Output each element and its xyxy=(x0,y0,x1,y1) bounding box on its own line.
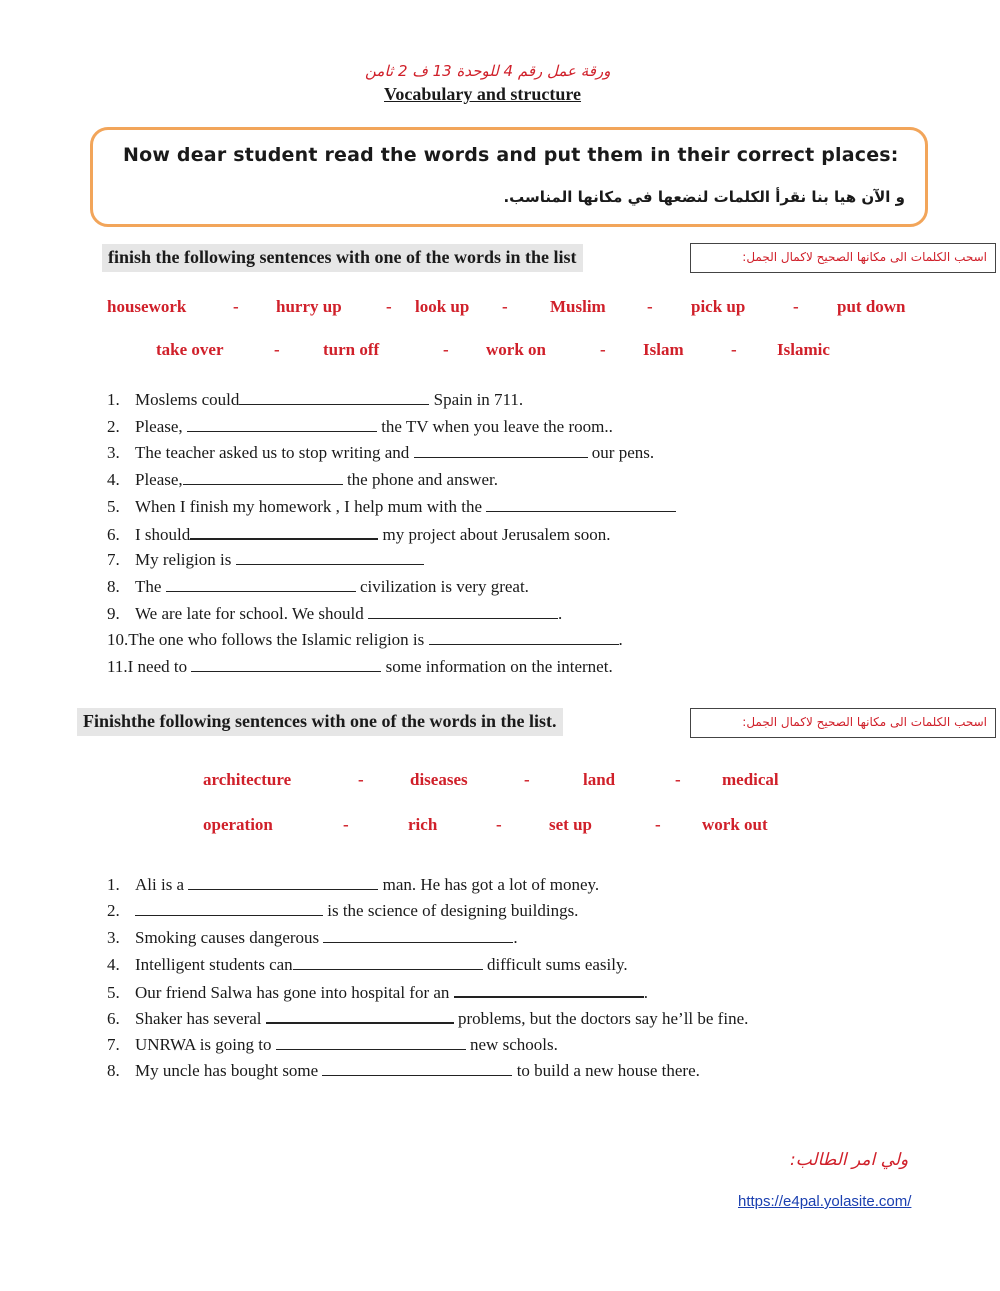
word-bank-item[interactable]: housework xyxy=(107,297,187,316)
word-separator: - xyxy=(233,297,239,316)
sentence-item: 2. Please, the TV when you leave the room.. xyxy=(107,417,613,436)
guardian-signature-label: ولي امر الطالب: xyxy=(790,1150,909,1170)
word-bank-item[interactable]: look up xyxy=(415,297,470,316)
answer-blank[interactable] xyxy=(187,417,377,432)
word-separator: - xyxy=(274,340,280,359)
answer-blank[interactable] xyxy=(188,875,378,890)
sentence-number: 11. xyxy=(107,657,128,676)
sentence-item: 6. Shaker has several problems, but the doctors say he’ll be fine. xyxy=(107,1009,749,1028)
sentence-item: 5. Our friend Salwa has gone into hospital for an . xyxy=(107,983,648,1002)
word-separator: - xyxy=(655,815,661,834)
word-bank-item[interactable]: operation xyxy=(203,815,273,834)
sentence-item: 6. I should my project about Jerusalem soon. xyxy=(107,525,611,544)
word-bank-item[interactable]: architecture xyxy=(203,770,292,789)
sentence-number: 4. xyxy=(107,470,120,489)
sentence-item: 1. Ali is a man. He has got a lot of money. xyxy=(107,875,600,894)
sentence-number: 1. xyxy=(107,875,120,894)
word-bank-item[interactable]: land xyxy=(583,770,616,789)
answer-blank[interactable] xyxy=(322,1061,512,1076)
word-separator: - xyxy=(386,297,392,316)
word-separator: - xyxy=(343,815,349,834)
arabic-worksheet-title: ورقة عمل رقم 4 للوحدة 13 ف 2 ثامن xyxy=(365,62,611,80)
word-separator: - xyxy=(731,340,737,359)
sentence-item: 11.I need to some information on the internet. xyxy=(107,657,613,676)
word-bank-item[interactable]: take over xyxy=(156,340,224,359)
sentence-number: 7. xyxy=(107,550,120,569)
word-bank-item[interactable]: Muslim xyxy=(550,297,606,316)
answer-blank[interactable] xyxy=(454,982,644,998)
sentence-number: 10. xyxy=(107,630,129,649)
word-bank-item[interactable]: rich xyxy=(408,815,438,834)
answer-blank[interactable] xyxy=(166,577,356,592)
page-title: Vocabulary and structure xyxy=(384,84,582,104)
word-bank-item[interactable]: turn off xyxy=(323,340,380,359)
sentence-number: 8. xyxy=(107,577,120,596)
word-bank-item[interactable]: Islamic xyxy=(777,340,830,359)
word-bank-item[interactable]: medical xyxy=(722,770,779,789)
sentence-number: 2. xyxy=(107,901,120,920)
word-bank-item[interactable]: set up xyxy=(549,815,592,834)
sentence-item: 4. Intelligent students can difficult sums easily. xyxy=(107,955,628,974)
sentence-number: 2. xyxy=(107,417,120,436)
sentence-number: 5. xyxy=(107,497,120,516)
answer-blank[interactable] xyxy=(191,657,381,672)
sentence-item: 9. We are late for school. We should . xyxy=(107,604,563,623)
sentence-number: 9. xyxy=(107,604,120,623)
word-bank-item[interactable]: Islam xyxy=(643,340,684,359)
sentence-number: 6. xyxy=(107,525,120,544)
sentence-number: 6. xyxy=(107,1009,120,1028)
section2-arabic-instruction: اسحب الكلمات الى مكانها الصحيح لاكمال الجمل: xyxy=(690,708,996,738)
sentence-item: 7. UNRWA is going to new schools. xyxy=(107,1035,558,1054)
sentence-number: 5. xyxy=(107,983,120,1002)
word-separator: - xyxy=(524,770,530,789)
sentence-item: 3. Smoking causes dangerous . xyxy=(107,928,518,947)
word-bank-item[interactable]: work out xyxy=(702,815,768,834)
word-bank-item[interactable]: hurry up xyxy=(276,297,342,316)
word-separator: - xyxy=(496,815,502,834)
answer-blank[interactable] xyxy=(183,470,343,485)
word-separator: - xyxy=(443,340,449,359)
sentence-item: 8. My uncle has bought some to build a new house there. xyxy=(107,1061,700,1080)
sentence-item: 8. The civilization is very great. xyxy=(107,577,529,596)
answer-blank[interactable] xyxy=(236,550,424,565)
word-separator: - xyxy=(600,340,606,359)
sentence-number: 4. xyxy=(107,955,120,974)
website-link[interactable]: https://e4pal.yolasite.com/ xyxy=(738,1193,912,1210)
answer-blank[interactable] xyxy=(276,1035,466,1050)
word-bank-item[interactable]: put down xyxy=(837,297,906,316)
word-bank-item[interactable]: pick up xyxy=(691,297,746,316)
word-separator: - xyxy=(358,770,364,789)
sentence-item: 10.The one who follows the Islamic religion is . xyxy=(107,630,623,649)
sentence-number: 1. xyxy=(107,390,120,409)
sentence-item: 2. is the science of designing buildings. xyxy=(107,901,579,920)
sentence-number: 3. xyxy=(107,928,120,947)
sentence-number: 7. xyxy=(107,1035,120,1054)
word-separator: - xyxy=(647,297,653,316)
sentence-item: 4. Please, the phone and answer. xyxy=(107,470,499,489)
instruction-box xyxy=(90,127,928,227)
answer-blank[interactable] xyxy=(190,524,378,540)
word-bank-item[interactable]: work on xyxy=(486,340,546,359)
sentence-number: 8. xyxy=(107,1061,120,1080)
sentence-item: 7. My religion is xyxy=(107,550,424,570)
section1-arabic-instruction: اسحب الكلمات الى مكانها الصحيح لاكمال الجمل: xyxy=(690,243,996,273)
answer-blank[interactable] xyxy=(323,928,513,943)
answer-blank[interactable] xyxy=(293,955,483,970)
word-separator: - xyxy=(793,297,799,316)
section1-heading: finish the following sentences with one of the words in the list xyxy=(102,244,583,272)
answer-blank[interactable] xyxy=(414,443,588,458)
answer-blank[interactable] xyxy=(135,901,323,916)
sentence-item: 1. Moslems could Spain in 711. xyxy=(107,390,524,409)
instruction-arabic: و الآن هيا بنا نقرأ الكلمات لنضعها في مكانها المناسب. xyxy=(503,188,905,206)
sentence-item: 3. The teacher asked us to stop writing and our pens. xyxy=(107,443,655,462)
word-bank-item[interactable]: diseases xyxy=(410,770,468,789)
answer-blank[interactable] xyxy=(239,390,429,405)
word-separator: - xyxy=(502,297,508,316)
sentence-number: 3. xyxy=(107,443,120,462)
instruction-english: Now dear student read the words and put them in their correct places: xyxy=(123,144,899,166)
answer-blank[interactable] xyxy=(486,497,676,512)
answer-blank[interactable] xyxy=(266,1008,454,1024)
word-separator: - xyxy=(675,770,681,789)
answer-blank[interactable] xyxy=(429,630,619,645)
section2-heading: Finishthe following sentences with one of the words in the list. xyxy=(77,708,563,736)
sentence-item: 5. When I finish my homework , I help mum with the xyxy=(107,497,676,517)
answer-blank[interactable] xyxy=(368,604,558,619)
